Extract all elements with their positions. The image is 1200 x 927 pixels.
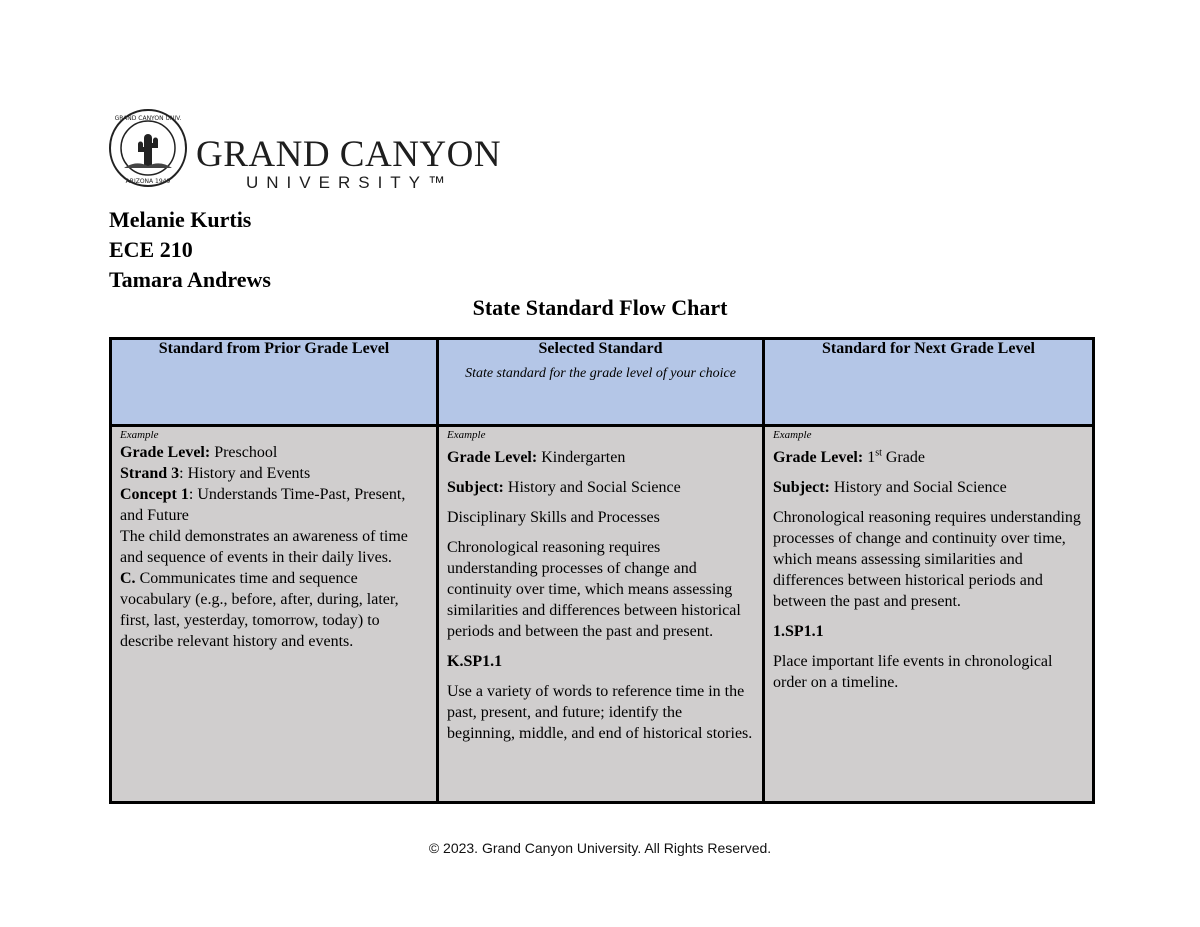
example-label: Example bbox=[447, 429, 486, 441]
standard-text: Use a variety of words to reference time in the past, present, and future; identify the beginning, middle, and end of historical stories. bbox=[447, 683, 753, 742]
logo-wordmark: GRAND CANYON bbox=[196, 134, 502, 175]
concept-value: : Understands Time-Past, Present, and Future bbox=[120, 486, 406, 524]
column-header-label: Standard from Prior Grade Level bbox=[158, 340, 390, 357]
grade-level-line bbox=[120, 442, 428, 463]
concept-label: Concept 1 bbox=[120, 486, 189, 503]
subject-label: Subject: bbox=[773, 479, 830, 496]
standard-code: K.SP1.1 bbox=[447, 653, 503, 670]
grade-level-label: Grade Level: bbox=[773, 449, 864, 466]
indicator-c-value: Communicates time and sequence vocabulary (e.g., before, after, during, later, first, last, yesterday, tomorrow, today) to describe relevant history and events. bbox=[120, 570, 399, 650]
strand-value: : History and Events bbox=[179, 465, 311, 482]
skills-line: Disciplinary Skills and Processes bbox=[447, 509, 660, 526]
strand-line bbox=[120, 463, 428, 484]
grade-level-line bbox=[447, 447, 754, 468]
subject-line bbox=[447, 477, 754, 498]
university-seal-icon bbox=[108, 108, 188, 188]
column-header-prior bbox=[111, 339, 438, 426]
page-title: State Standard Flow Chart bbox=[472, 295, 728, 320]
column-header-selected bbox=[438, 339, 764, 426]
prior-grade-cell bbox=[111, 426, 438, 803]
university-logo bbox=[108, 108, 502, 192]
subject-value: History and Social Science bbox=[503, 479, 681, 496]
svg-text:GRAND CANYON UNIV.: GRAND CANYON UNIV. bbox=[114, 115, 182, 122]
column-header-label: Standard for Next Grade Level bbox=[821, 340, 1035, 357]
table-header-row bbox=[111, 339, 1094, 426]
copyright-footer: © 2023. Grand Canyon University. All Rights Reserved. bbox=[428, 840, 772, 856]
standards-flow-table bbox=[109, 337, 1095, 804]
svg-text:ARIZONA 1949: ARIZONA 1949 bbox=[125, 178, 171, 185]
column-header-label: Selected Standard bbox=[538, 340, 663, 357]
subject-line bbox=[773, 477, 1084, 498]
table-body-row bbox=[111, 426, 1094, 803]
example-label: Example bbox=[773, 429, 812, 441]
reasoning-text: Chronological reasoning requires understanding processes of change and continuity over time, which means assessing similarities and differences between historical periods and between the past and present. bbox=[447, 539, 741, 640]
grade-number: 1 bbox=[867, 449, 876, 466]
reasoning-text: Chronological reasoning requires understanding processes of change and continuity over time, which means assessing similarities and differences between historical periods and between the past and present. bbox=[773, 509, 1081, 610]
grade-level-value: Preschool bbox=[210, 444, 278, 461]
concept-line bbox=[120, 484, 428, 526]
subject-label: Subject: bbox=[447, 479, 504, 496]
grade-level-label: Grade Level: bbox=[447, 449, 538, 466]
indicator-c-label: C. bbox=[120, 570, 136, 587]
column-header-next bbox=[764, 339, 1094, 426]
next-grade-cell bbox=[764, 426, 1094, 803]
indicator-c-line bbox=[120, 568, 428, 652]
grade-suffix: Grade bbox=[881, 449, 925, 466]
grade-level-value: Kindergarten bbox=[537, 449, 626, 466]
subject-value: History and Social Science bbox=[829, 479, 1007, 496]
standard-text: Place important life events in chronological order on a timeline. bbox=[773, 653, 1053, 691]
course-code: ECE 210 bbox=[109, 237, 193, 262]
column-header-subtitle: State standard for the grade level of your choice bbox=[465, 366, 736, 381]
grade-level-line bbox=[773, 447, 1084, 468]
selected-standard-cell bbox=[438, 426, 764, 803]
example-label: Example bbox=[120, 429, 159, 441]
grade-ordinal: st bbox=[875, 447, 882, 459]
prior-description: The child demonstrates an awareness of time and sequence of events in their daily lives. bbox=[120, 528, 408, 566]
instructor-name: Tamara Andrews bbox=[109, 267, 271, 292]
document-header bbox=[109, 205, 271, 295]
logo-subtitle: UNIVERSITY™ bbox=[246, 173, 454, 192]
standard-code: 1.SP1.1 bbox=[773, 623, 824, 640]
grade-level-label: Grade Level: bbox=[120, 444, 211, 461]
strand-label: Strand 3 bbox=[120, 465, 180, 482]
student-name: Melanie Kurtis bbox=[109, 207, 252, 232]
